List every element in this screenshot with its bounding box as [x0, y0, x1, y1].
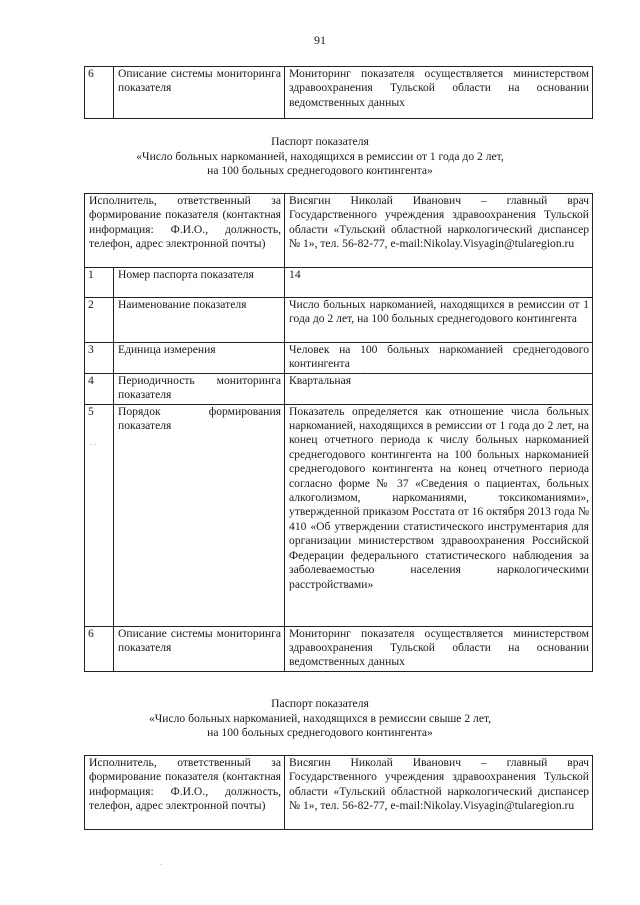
passport-2-subtitle-line-2: на 100 больных среднегодового контингента» — [207, 726, 433, 739]
passport-1-heading: Паспорт показателя — [271, 135, 369, 148]
row-number: 2 — [85, 298, 114, 343]
page-number: 91 — [314, 33, 326, 47]
table-row — [85, 67, 593, 119]
row-value: Мониторинг показателя осуществляется министерством здравоохранения Тульской области на основании ведомственных данных — [285, 67, 593, 119]
row-number: 1 — [85, 268, 114, 298]
row-value: Человек на 100 больных наркоманией среднегодового контингента — [285, 343, 593, 374]
executor-row — [85, 194, 593, 268]
row-value: Квартальная — [285, 373, 593, 404]
executor-label: Исполнитель, ответственный за формирование показателя (контактная информация: Ф.И.О., должность, телефон, адрес электронной почты) — [85, 756, 285, 830]
row-label: Периодичность мониторинга показателя — [114, 373, 285, 404]
executor-value: Висягин Николай Иванович – главный врач Государственного учреждения здравоохранения Тульской области «Тульский областной наркологический диспансер № 1», тел. 56-82-77, e-mail:Nikolay.Visyagin@tularegion.ru — [285, 194, 593, 268]
row-number: 4 — [85, 373, 114, 404]
passport-2-subtitle-line-1: «Число больных наркоманией, находящихся в ремиссии свыше 2 лет, — [148, 711, 492, 725]
passport-2-table — [84, 755, 593, 830]
scan-speck: · — [160, 861, 163, 869]
row-label: Описание системы мониторинга показателя — [114, 626, 285, 671]
row-label: Порядок формирования показателя — [114, 404, 285, 626]
row-number: 6 — [85, 67, 114, 119]
passport-1-subtitle-line-2: на 100 больных среднегодового контингента» — [207, 164, 433, 177]
table-row — [85, 626, 593, 671]
passport-2-heading: Паспорт показателя — [271, 697, 369, 710]
row-label: Номер паспорта показателя — [114, 268, 285, 298]
executor-value: Висягин Николай Иванович – главный врач Государственного учреждения здравоохранения Тульской области «Тульский областной наркологический диспансер № 1», тел. 56-82-77, e-mail:Nikolay.Visyagin@tularegion.ru — [285, 756, 593, 830]
table-row — [85, 343, 593, 374]
row-value: Мониторинг показателя осуществляется министерством здравоохранения Тульской области на основании ведомственных данных — [285, 626, 593, 671]
row-number: 3 — [85, 343, 114, 374]
table-row — [85, 373, 593, 404]
top-continuation-table — [84, 66, 593, 119]
row-value: Число больных наркоманией, находящихся в ремиссии от 1 года до 2 лет, на 100 больных среднегодового контингента — [285, 298, 593, 343]
scan-speck: · — [359, 370, 362, 378]
row-label: Наименование показателя — [114, 298, 285, 343]
table-row — [85, 298, 593, 343]
table-row — [85, 268, 593, 298]
row-label: Единица измерения — [114, 343, 285, 374]
passport-1-subtitle-line-1: «Число больных наркоманией, находящихся в ремиссии от 1 года до 2 лет, — [136, 149, 504, 163]
passport-2-heading-block — [0, 697, 640, 741]
table-row — [85, 404, 593, 626]
row-value: 14 — [285, 268, 593, 298]
passport-1-heading-block — [0, 135, 640, 179]
executor-row — [85, 756, 593, 830]
executor-label: Исполнитель, ответственный за формирование показателя (контактная информация: Ф.И.О., должность, телефон, адрес электронной почты) — [85, 194, 285, 268]
row-label: Описание системы мониторинга показателя — [114, 67, 285, 119]
scan-speck: · · — [90, 441, 97, 449]
row-number: 5 — [85, 404, 114, 626]
row-number: 6 — [85, 626, 114, 671]
passport-1-table — [84, 193, 593, 672]
row-value: Показатель определяется как отношение числа больных наркоманией, находящихся в ремиссии от 1 года до 2 лет, на конец отчетного периода к числу больных наркоманией среднегодового контингента на 100 больных наркоманией среднегодового контингента на конец отчетного периода согласно форме № 37 «Сведения о пациентах, больных алкоголизмом, наркоманиями, токсикоманиями», утвержденной приказом Росстата от 16 октября 2013 года № 410 «Об утверждении статистического инструментария для организации министерством здравоохранения Российской Федерации федерального статистического наблюдения за заболеваемостью населения наркологическими расстройствами» — [285, 404, 593, 626]
